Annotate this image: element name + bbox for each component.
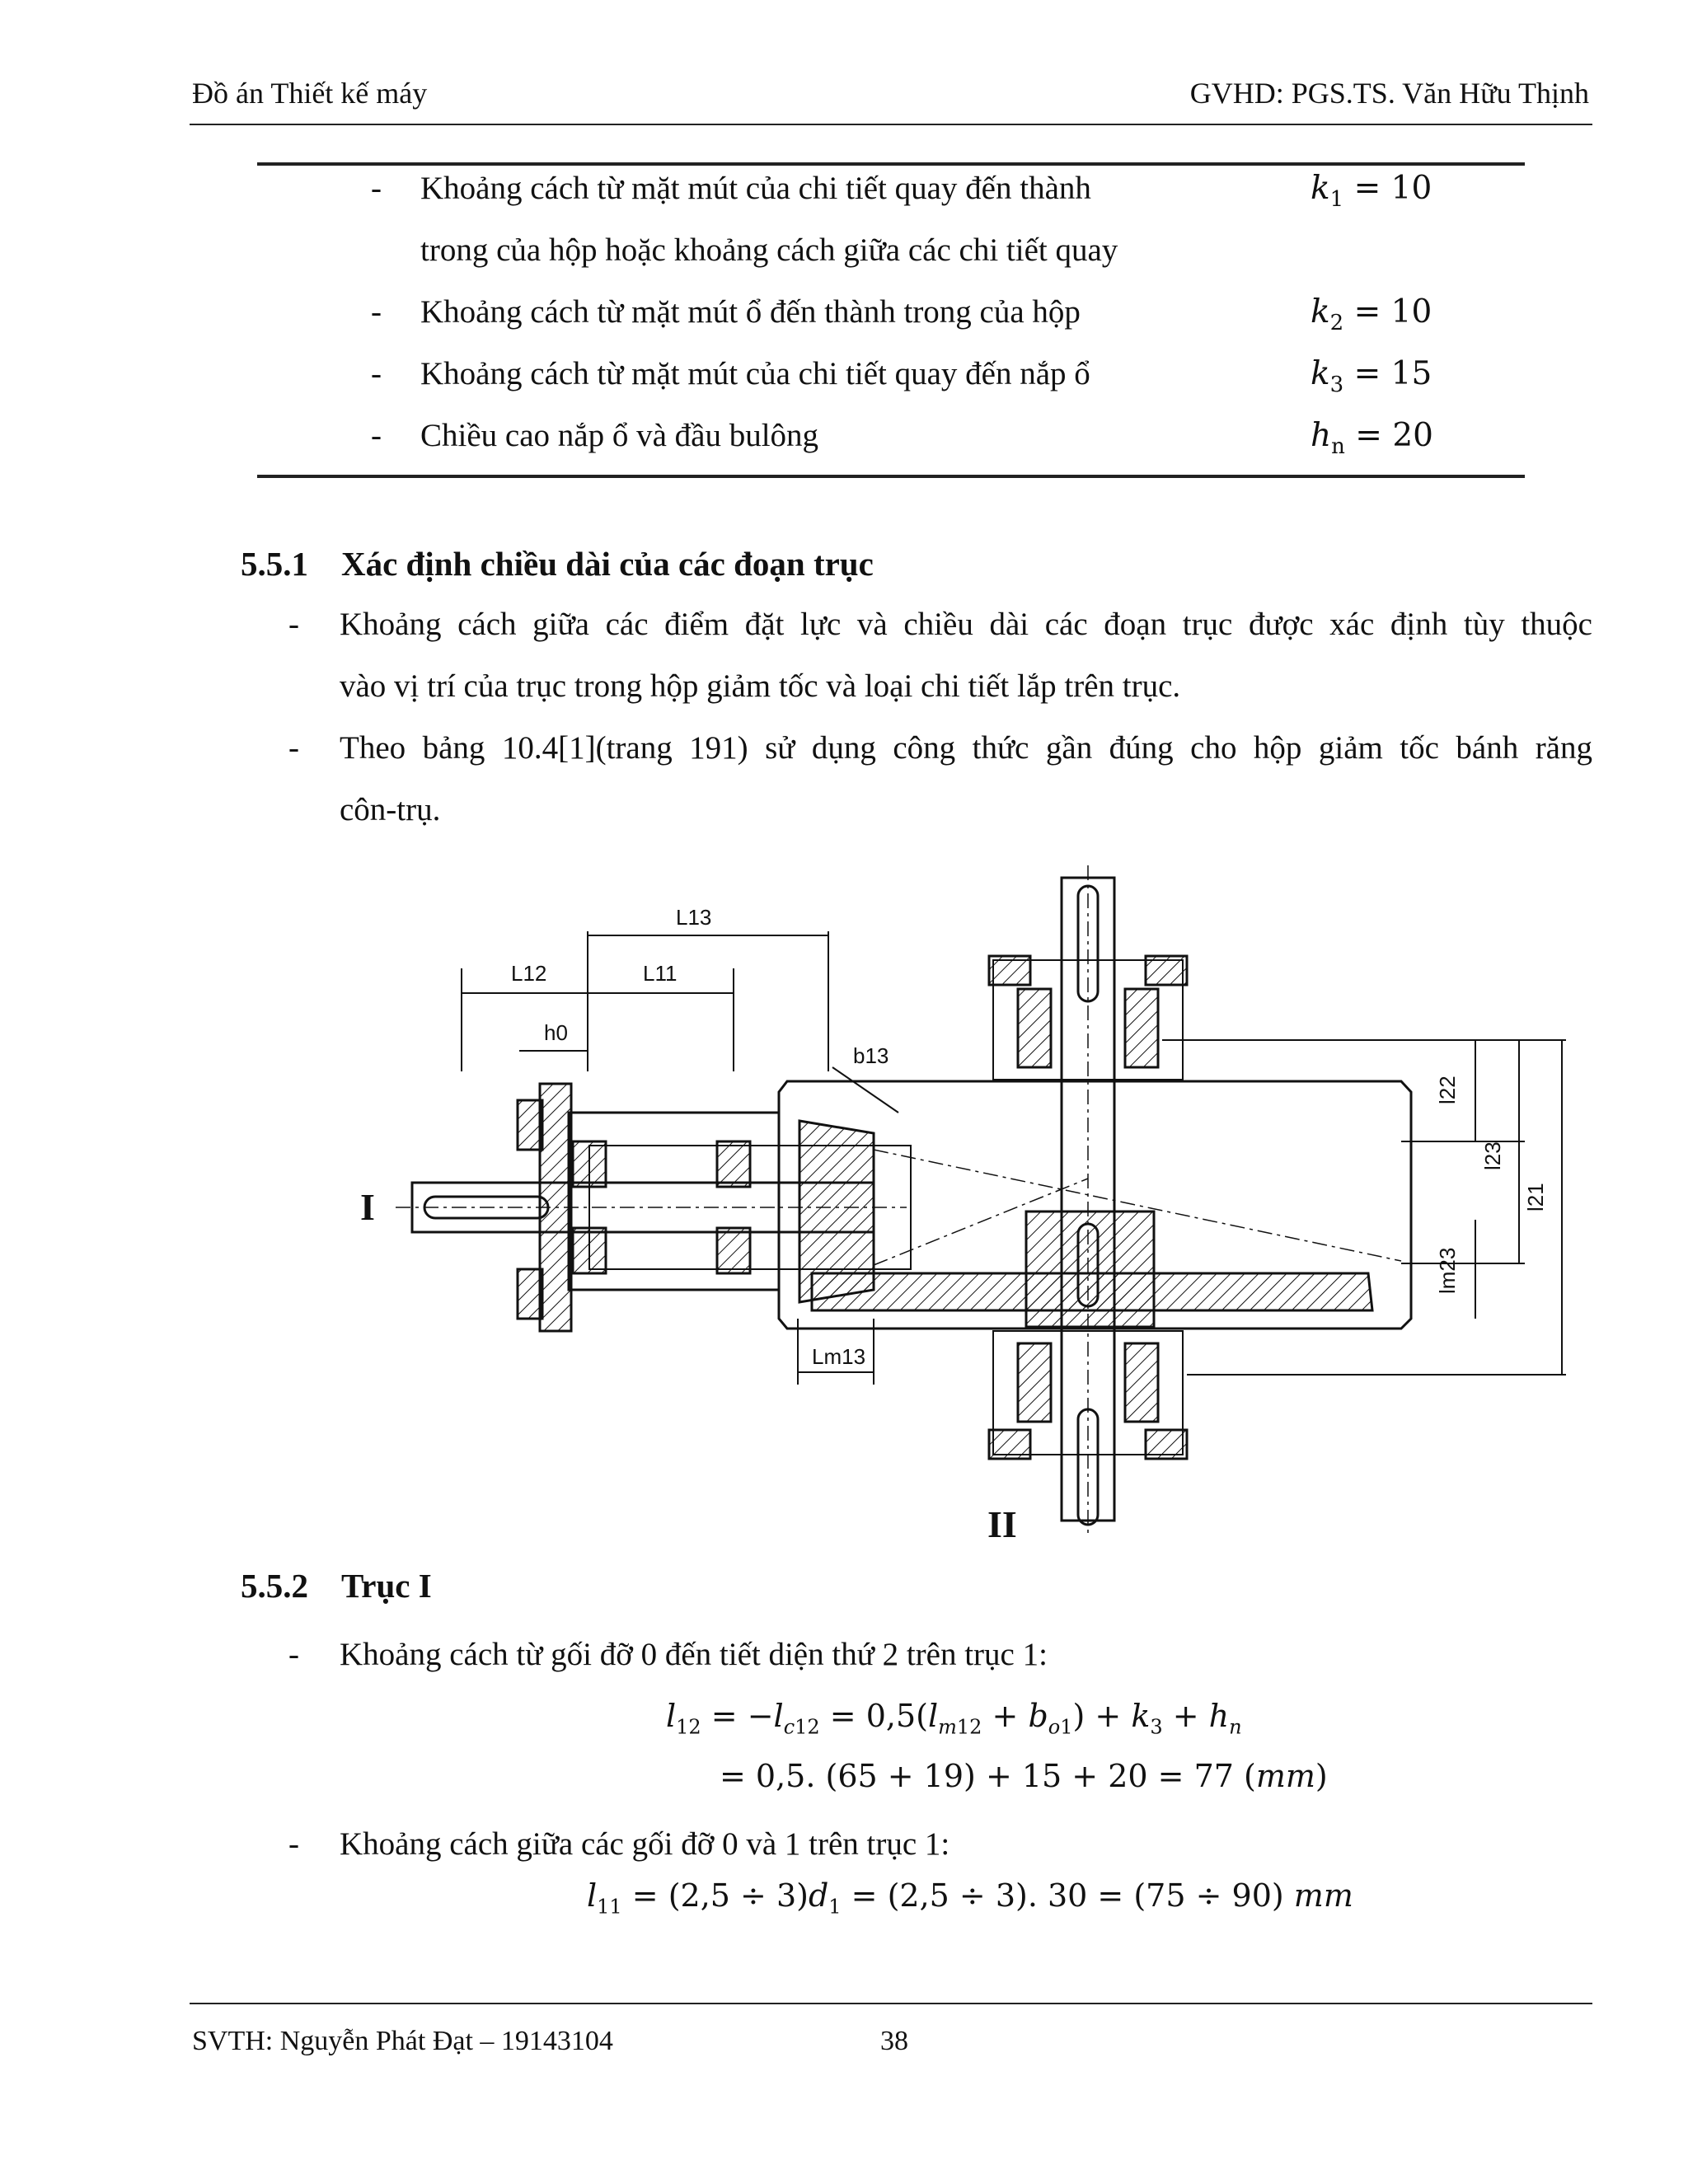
section-552-bullet-1: Khoảng cách từ gối đỡ 0 đến tiết diện thứ 2 trên trục 1: <box>340 1637 1048 1672</box>
page-number: 38 <box>880 2026 908 2056</box>
section-552-bullet-2: Khoảng cách giữa các gối đỡ 0 và 1 trên trục 1: <box>340 1826 950 1862</box>
label-l22: l22 <box>1435 1076 1460 1104</box>
section-551-heading: 5.5.1 Xác định chiều dài của các đoạn trục <box>241 545 874 583</box>
label-lm13: Lm13 <box>812 1344 866 1369</box>
bullet-dash: - <box>288 730 299 766</box>
footer-author: SVTH: Nguyễn Phát Đạt – 19143104 <box>192 2026 613 2056</box>
section-551-bullet-2-line-1: Theo bảng 10.4[1](trang 191) sử dụng công thức gần đúng cho hộp giảm tốc bánh răng <box>340 730 1592 766</box>
label-l23: l23 <box>1480 1141 1505 1170</box>
label-l21: l21 <box>1523 1183 1548 1212</box>
section-551-bullet-1-line-2: vào vị trí của trục trong hộp giảm tốc và loại chi tiết lắp trên trục. <box>340 668 1181 704</box>
equation-l12-line-2: = 0,5. (65 + 19) + 15 + 20 = 77 (mm) <box>720 1758 1328 1794</box>
bullet-dash: - <box>288 1637 299 1672</box>
bullet-dash: - <box>288 1826 299 1862</box>
section-552-heading: 5.5.2 Trục I <box>241 1567 432 1605</box>
equation-l12-line-1: $l_{12} = -l_{c12} = 0,5(l_{m12} + b_{o1}) + k_3 + h_n$ <box>666 1698 1242 1739</box>
section-551-bullet-2-line-2: côn-trụ. <box>340 792 441 827</box>
footer-rule <box>190 2003 1592 2004</box>
param-k2: $k_2 = 10$ <box>1311 293 1432 335</box>
section-551-bullet-1-line-1: Khoảng cách giữa các điểm đặt lực và chiều dài các đoạn trục được xác định tùy thuộc <box>340 607 1592 642</box>
label-b13: b13 <box>853 1043 889 1068</box>
header-left: Đồ án Thiết kế máy <box>192 77 428 110</box>
label-h0: h0 <box>544 1020 568 1045</box>
label-shaft-i: I <box>360 1186 375 1228</box>
param-k1: $k_1 = 10$ <box>1311 170 1432 212</box>
equation-l11: $l_{11} = (2,5 \div 3)d_1 = (2,5 \div 3)$. 30 = (75 ÷ 90) mm <box>587 1877 1353 1919</box>
label-l13: L13 <box>676 905 712 930</box>
label-lm23: lm23 <box>1435 1247 1460 1294</box>
param-k3: $k_3 = 15$ <box>1311 355 1432 397</box>
label-shaft-ii: II <box>987 1503 1017 1545</box>
param-hn: $h_n = 20$ <box>1311 417 1433 459</box>
bullet-dash: - <box>288 607 299 642</box>
label-l11: L11 <box>643 961 678 986</box>
label-l12: L12 <box>511 961 547 986</box>
header-right: GVHD: PGS.TS. Văn Hữu Thịnh <box>1189 77 1589 110</box>
